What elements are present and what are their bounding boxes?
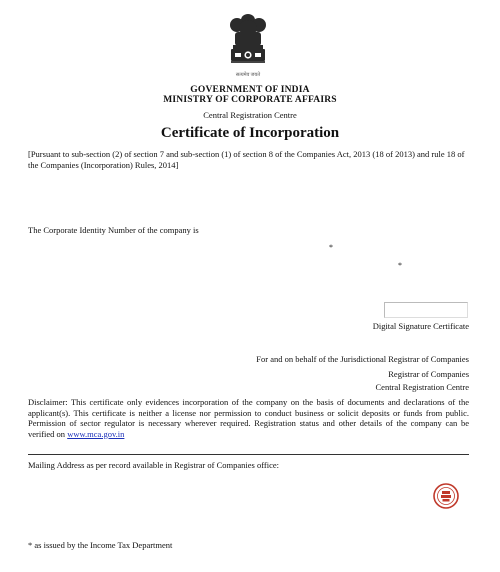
pursuant-clause: [Pursuant to sub-section (2) of section 7 and sub-section (1) of section 8 of the Companies Act, 2013 (18 of 2013) and rule 18 of the Companies (Incorporation) Rules, 2014] — [28, 149, 465, 170]
mca-seal-icon — [431, 481, 461, 511]
ministry-heading: MINISTRY OF CORPORATE AFFAIRS — [163, 95, 337, 105]
mca-website-link[interactable]: www.mca.gov.in — [67, 428, 125, 439]
signature-centre: Central Registration Centre — [375, 382, 469, 392]
registrar-title: Registrar of Companies — [388, 369, 469, 379]
certificate-title: Certificate of Incorporation — [160, 125, 340, 141]
government-heading: GOVERNMENT OF INDIA — [190, 85, 310, 95]
cin-label: The Corporate Identity Number of the company is — [28, 225, 199, 235]
registration-centre: Central Registration Centre — [203, 110, 297, 120]
pan-asterisk: * — [398, 261, 402, 270]
behalf-line: For and on behalf of the Jurisdictional Registrar of Companies — [256, 354, 469, 364]
mailing-address-label: Mailing Address as per record available in Registrar of Companies office: — [28, 460, 279, 470]
digital-signature-label: Digital Signature Certificate — [372, 321, 469, 331]
digital-signature-box — [384, 302, 468, 318]
disclaimer-body: Disclaimer: This certificate only evidences incorporation of the company on the basis of documents and declarations of the applicant(s). This certificate is neither a license nor permission to conduct business or solicit deposits or funds from public. Permission of sector regulator is necessary wherever required. Registration status and other details of the company can be verified on — [28, 397, 469, 439]
emblem-motto: सत्यमेव जयते — [235, 73, 261, 78]
footnote: * as issued by the Income Tax Department — [28, 540, 173, 550]
divider — [28, 454, 469, 455]
cin-asterisk: * — [329, 243, 333, 252]
disclaimer-text — [28, 397, 469, 439]
